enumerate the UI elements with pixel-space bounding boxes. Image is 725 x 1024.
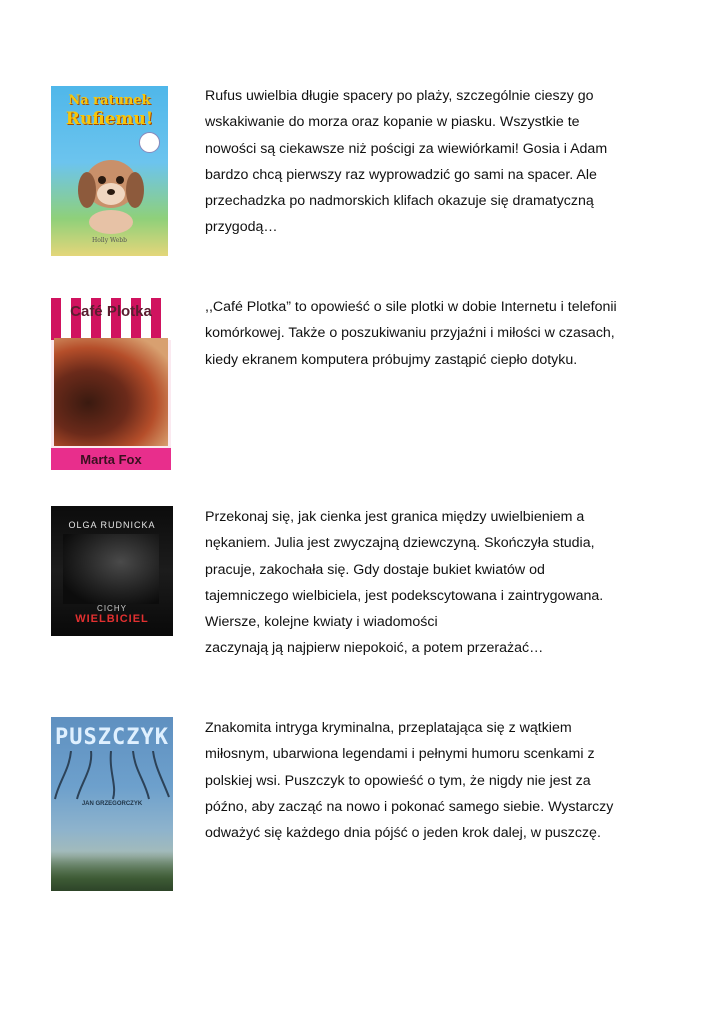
description-line: bardzo chcą pierwszy raz wyprowadzić go sami na spacer. Ale xyxy=(205,166,597,183)
description-line: tajemniczego wielbiciela, jest podekscytowana i zaintrygowana. xyxy=(205,587,604,604)
description-line: późno, aby zacząć na nowo i pokonać samego siebie. Wystarczy xyxy=(205,798,614,815)
book-description xyxy=(205,715,645,846)
description-line: Znakomita intryga kryminalna, przeplatająca się z wątkiem xyxy=(205,720,572,736)
description-line: kiedy ekranem komputera próbujmy zastąpić ciepło dotyku. xyxy=(205,351,578,368)
description-line: polskiej wsi. Puszczyk to opowieść o tym, że nigdy nie jest za xyxy=(205,772,591,789)
description-line: komórkowej. Także o poszukiwaniu przyjaźni i miłości w czasach, xyxy=(205,325,615,342)
cover-trees xyxy=(51,851,173,891)
cover-title: PUSZCZYK xyxy=(55,725,169,750)
book-description xyxy=(205,294,645,373)
cover-author: Marta Fox xyxy=(80,452,142,467)
book-cover-image xyxy=(51,298,171,470)
description-line: wskakiwanie do morza oraz kopanie w piasku. Wszystkie te xyxy=(205,114,580,131)
description-line: nowości są ciekawsze niż pościgi za wiewiórkami! Gosia i Adam xyxy=(205,140,608,157)
cover-title-line2: WIELBICIEL xyxy=(75,613,149,625)
description-line: Rufus uwielbia długie spacery po plaży, szczególnie cieszy go xyxy=(205,88,594,104)
cover-title-line1: Na ratunek xyxy=(68,93,151,108)
book-cover-image xyxy=(51,506,173,636)
book-cover-image xyxy=(51,86,168,256)
description-line: ,,Café Plotka” to opowieść o sile plotki w dobie Internetu i telefonii xyxy=(205,299,617,315)
cover-photo xyxy=(54,338,168,446)
description-line: Wiersze, kolejne kwiaty i wiadomości xyxy=(205,614,438,631)
book-description xyxy=(205,83,645,241)
description-line: odważyć się każdego dnia pójść o jeden krok dalej, w puszczę. xyxy=(205,825,601,842)
cover-title-line2: Rufiemu! xyxy=(65,109,154,129)
description-line: nękaniem. Julia jest zwyczajną dziewczyną. Skończyła studia, xyxy=(205,535,595,552)
cover-title: Café Plotka xyxy=(70,303,152,320)
description-line: Przekonaj się, jak cienka jest granica między uwielbieniem a xyxy=(205,509,585,525)
cover-title-line1: CICHY xyxy=(97,604,127,613)
description-line: przechadzka po nadmorskich klifach okazuje się dramatyczną xyxy=(205,193,594,210)
cover-author: Holly Webb xyxy=(92,237,127,244)
description-line: miłosnym, ubarwiona legendami i pełnymi humoru scenkami z xyxy=(205,746,595,763)
roots-illustration xyxy=(51,751,173,801)
description-line: przygodą… xyxy=(205,219,278,236)
description-line: pracuje, zakochała się. Gdy dostaje bukiet kwiatów od xyxy=(205,561,545,578)
cover-photo xyxy=(63,534,159,604)
book-cover-image xyxy=(51,717,173,891)
cover-author: OLGA RUDNICKA xyxy=(68,520,156,530)
book-description xyxy=(205,504,645,662)
description-line: zaczynają ją najpierw niepokoić, a potem przerażać… xyxy=(205,640,544,657)
puppy-illustration xyxy=(73,144,149,234)
cover-author: JAN GRZEGORCZYK xyxy=(81,801,143,807)
